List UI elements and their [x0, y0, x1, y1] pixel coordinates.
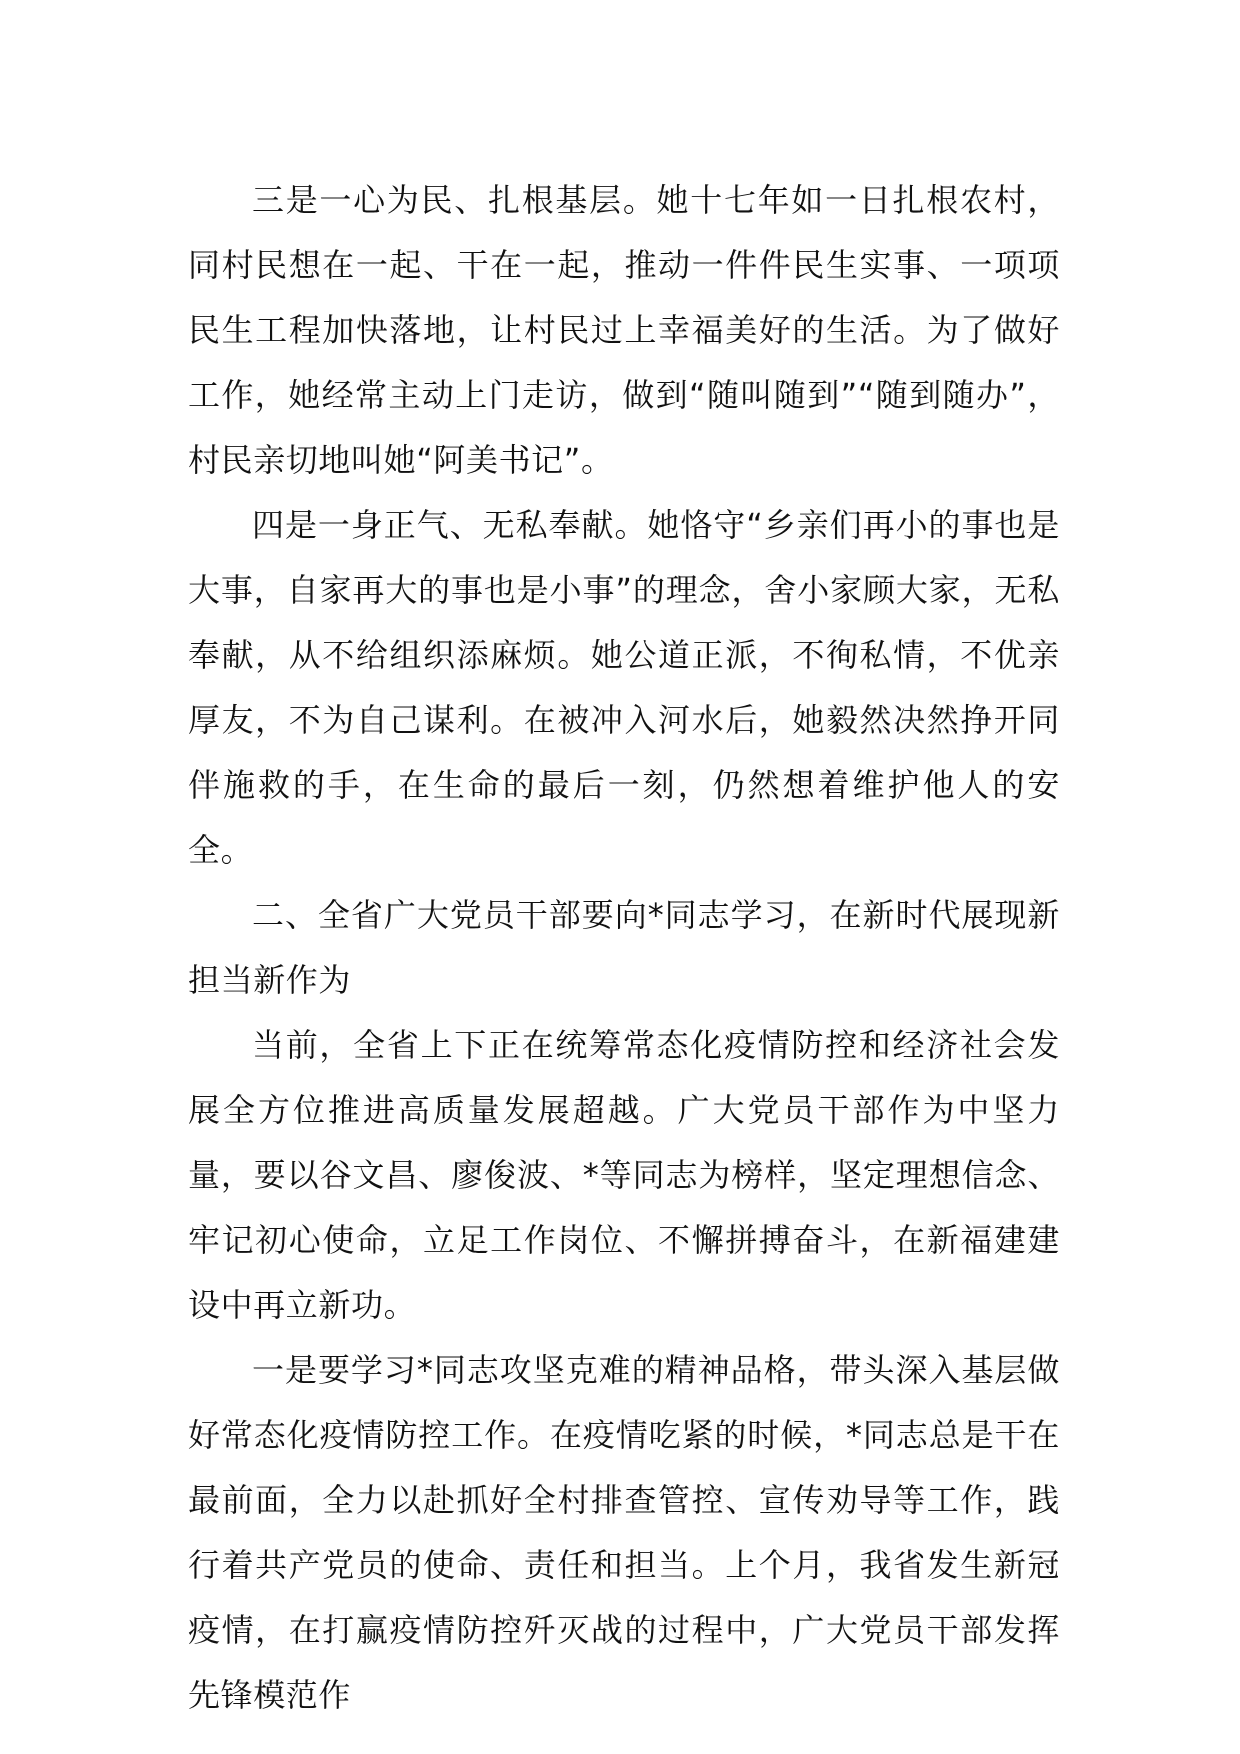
paragraph-1: 三是一心为民、扎根基层。她十七年如一日扎根农村，同村民想在一起、干在一起，推动一件件民生实事、一项项民生工程加快落地，让村民过上幸福美好的生活。为了做好工作，她经常主动上门走访，做到“随叫随到”“随到随办”，村民亲切地叫她“阿美书记”。 — [188, 181, 1060, 479]
paragraph-2: 四是一身正气、无私奉献。她恪守“乡亲们再小的事也是大事，自家再大的事也是小事”的理念，舍小家顾大家，无私奉献，从不给组织添麻烦。她公道正派，不徇私情，不优亲厚友，不为自己谋利。在被冲入河水后，她毅然决然挣开同伴施救的手，在生命的最后一刻，仍然想着维护他人的安全。 — [188, 506, 1060, 869]
paragraph-4: 一是要学习*同志攻坚克难的精神品格，带头深入基层做好常态化疫情防控工作。在疫情吃紧的时候，*同志总是干在最前面，全力以赴抓好全村排查管控、宣传劝导等工作，践行着共产党员的使命、责任和担当。上个月，我省发生新冠疫情，在打赢疫情防控歼灭战的过程中，广大党员干部发挥先锋模范作 — [188, 1351, 1060, 1714]
document-body — [188, 168, 1060, 1728]
section-heading: 二、全省广大党员干部要向*同志学习，在新时代展现新担当新作为 — [188, 896, 1060, 999]
paragraph-3: 当前，全省上下正在统筹常态化疫情防控和经济社会发展全方位推进高质量发展超越。广大党员干部作为中坚力量，要以谷文昌、廖俊波、*等同志为榜样，坚定理想信念、牢记初心使命，立足工作岗位、不懈拼搏奋斗，在新福建建设中再立新功。 — [188, 1026, 1060, 1324]
